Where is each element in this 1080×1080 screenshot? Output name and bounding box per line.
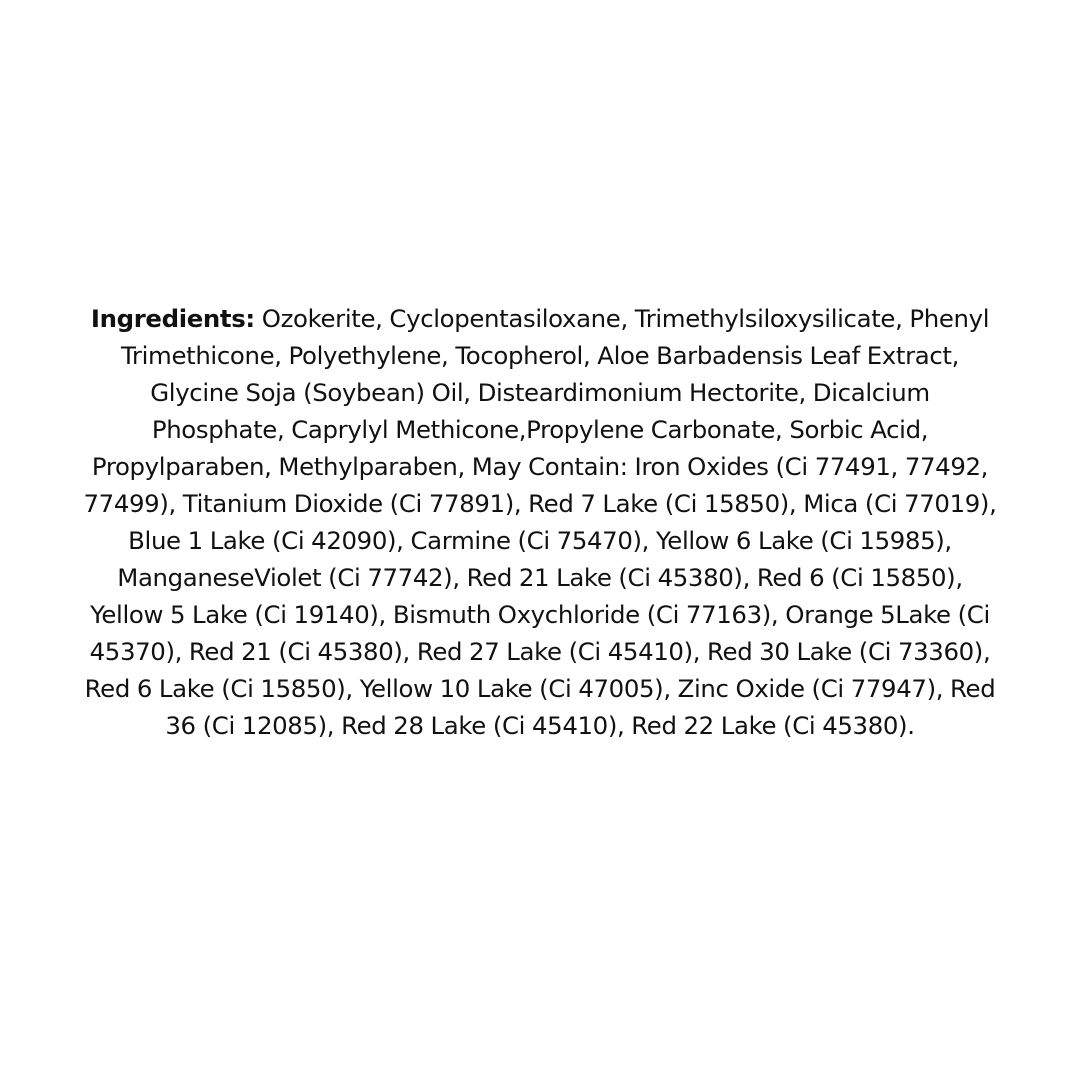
ingredients-list: Ozokerite, Cyclopentasiloxane, Trimethylsiloxysilicate, Phenyl Trimethicone, Polyethylene, Tocopherol, Aloe Barbadensis Leaf Extract, Glycine Soja (Soybean) Oil, Disteardimonium Hectorite, Dicalcium Phosphate, Caprylyl Methicone,Propylene Carbonate, Sorbic Acid, Propylparaben, Methylparaben, May Contain: Iron Oxides (Ci 77491, 77492, 77499), Titanium Dioxide (Ci 77891), Red 7 Lake (Ci 15850), Mica (Ci 77019), Blue 1 Lake (Ci 42090), Carmine (Ci 75470), Yellow 6 Lake (Ci 15985), ManganeseViolet (Ci 77742), Red 21 Lake (Ci 45380), Red 6 (Ci 15850), Yellow 5 Lake (Ci 19140), Bismuth Oxychloride (Ci 77163), Orange 5Lake (Ci 45370), Red 21 (Ci 45380), Red 27 Lake (Ci 45410), Red 30 Lake (Ci 73360), Red 6 Lake (Ci 15850), Yellow 10 Lake (Ci 47005), Zinc Oxide (Ci 77947), Red 36 (Ci 12085), Red 28 Lake (Ci 45410), Red 22 Lake (Ci 45380).	[83, 304, 997, 740]
ingredients-paragraph	[82, 300, 998, 744]
ingredients-heading: Ingredients:	[90, 304, 255, 333]
